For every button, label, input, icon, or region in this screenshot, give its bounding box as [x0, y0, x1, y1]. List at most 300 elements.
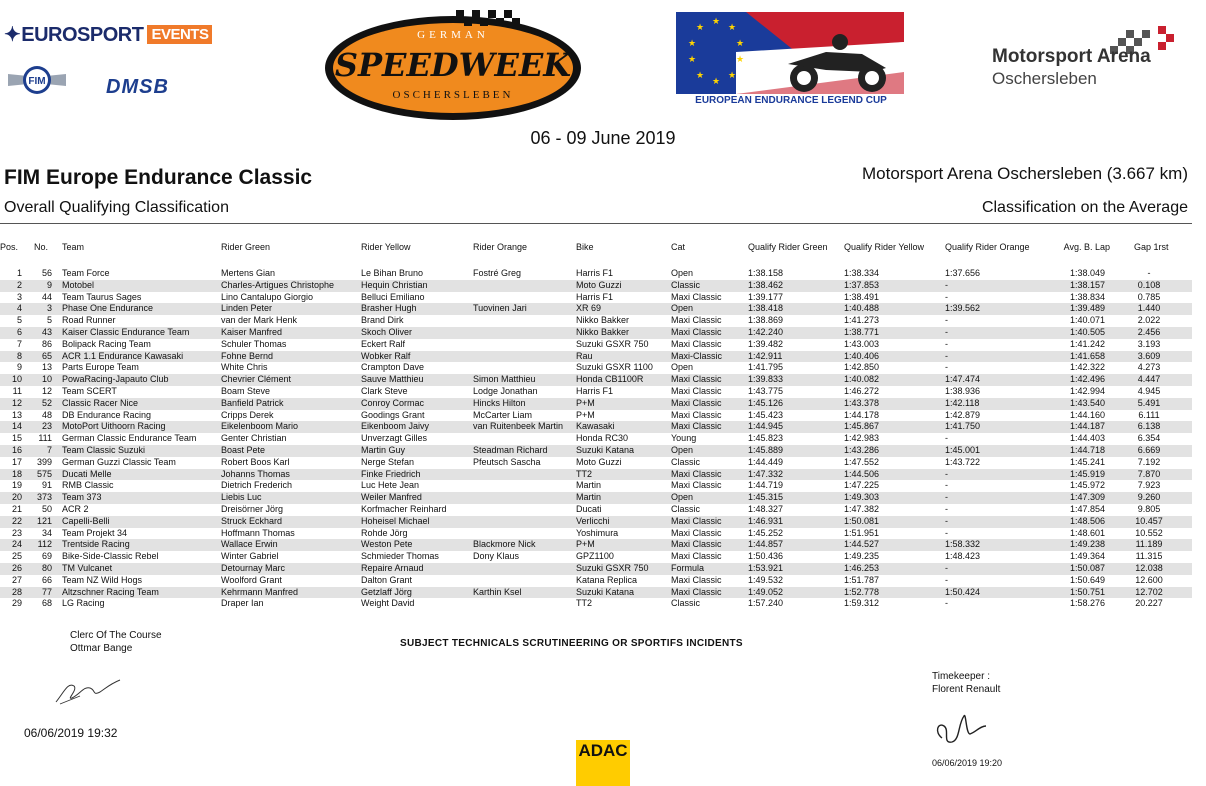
cell-gap: 9.260 [1137, 492, 1161, 503]
cell-avg: 1:39.489 [1069, 303, 1105, 314]
cell-q-green: 1:38.418 [748, 303, 784, 314]
table-row [0, 398, 1192, 410]
cell-team: Phase One Endurance [62, 303, 154, 314]
cell-rider-orange: van Ruitenbeek Martin [473, 421, 564, 432]
cell-q-green: 1:50.436 [748, 551, 784, 562]
cell-bike: Nikko Bakker [576, 315, 630, 326]
cell-q-orange: - [945, 315, 948, 326]
cell-gap: 2.022 [1137, 315, 1161, 326]
table-row [0, 598, 1192, 610]
cell-bike: Martin [576, 480, 602, 491]
qualifying-table [0, 238, 1192, 610]
subject-notice: SUBJECT TECHNICALS SCRUTINEERING OR SPORTIFS INCIDENTS [400, 638, 743, 649]
cell-cat: Classic [671, 456, 701, 467]
cell-rider-yellow: Hoheisel Michael [361, 515, 430, 526]
cell-q-orange: - [945, 279, 948, 290]
cell-gap: 7.192 [1137, 456, 1161, 467]
cell-q-yellow: 1:51.951 [844, 527, 880, 538]
cell-rider-orange: McCarter Liam [473, 409, 533, 420]
cell-avg: 1:45.241 [1069, 456, 1105, 467]
cell-q-green: 1:42.911 [748, 350, 783, 361]
cell-cat: Maxi Classic [671, 326, 722, 337]
cell-q-orange: 1:41.750 [945, 421, 981, 432]
cell-rider-green: Schuler Thomas [221, 338, 287, 349]
cell-rider-green: van der Mark Henk [221, 315, 298, 326]
cell-rider-green: Kaiser Manfred [221, 326, 283, 337]
cell-gap: 12.600 [1135, 574, 1163, 585]
cell-bike: GPZ1100 [576, 551, 614, 562]
table-row [0, 445, 1192, 457]
cell-rider-green: Charles-Artigues Christophe [221, 279, 335, 290]
cell-team: Bolipack Racing Team [62, 338, 151, 349]
cell-avg: 1:44.403 [1069, 433, 1105, 444]
cell-rider-yellow: Martin Guy [361, 444, 406, 455]
cell-cat: Open [671, 492, 694, 503]
cell-q-orange: - [945, 350, 948, 361]
cell-cat: Maxi Classic [671, 515, 722, 526]
cell-team: Team NZ Wild Hogs [62, 574, 143, 585]
cell-pos: 15 [11, 433, 22, 444]
cell-no: 3 [46, 303, 52, 314]
svg-text:★: ★ [696, 71, 705, 81]
cell-avg: 1:42.994 [1069, 385, 1105, 396]
cell-q-orange: - [945, 291, 948, 302]
cell-team: MotoPort Uithoorn Racing [62, 421, 166, 432]
table-row [0, 410, 1192, 422]
cell-team: Road Runner [62, 315, 116, 326]
cell-q-yellow: 1:43.378 [844, 397, 880, 408]
cell-gap: 6.354 [1137, 433, 1161, 444]
clerk-datetime: 06/06/2019 19:32 [24, 726, 118, 740]
cell-avg: 1:44.187 [1069, 421, 1105, 432]
cell-bike: P+M [576, 539, 595, 550]
cell-cat: Open [671, 303, 694, 314]
cell-no: 43 [41, 326, 52, 337]
timekeeper-title: Timekeeper : [932, 671, 990, 682]
table-row [0, 327, 1192, 339]
cell-pos: 17 [11, 456, 22, 467]
cell-avg: 1:50.751 [1069, 586, 1105, 597]
cell-bike: Harris F1 [576, 385, 614, 396]
cell-rider-yellow: Rohde Jörg [361, 527, 408, 538]
legend-cup-caption: EUROPEAN ENDURANCE LEGEND CUP [695, 95, 887, 106]
cell-rider-green: Dietrich Frederich [221, 480, 293, 491]
cell-gap: 0.108 [1137, 279, 1161, 290]
timekeeper-block [932, 670, 1000, 696]
table-header-q-green: Qualify Rider Green [748, 242, 828, 252]
cell-q-yellow: 1:59.312 [844, 598, 880, 609]
cell-q-green: 1:45.126 [748, 397, 784, 408]
cell-pos: 9 [16, 362, 22, 373]
cell-rider-orange: Hincks Hilton [473, 397, 526, 408]
cell-q-orange: - [945, 480, 948, 491]
table-header-no: No. [34, 242, 49, 252]
cell-rider-yellow: Korfmacher Reinhard [361, 503, 447, 514]
cell-cat: Maxi Classic [671, 385, 722, 396]
cell-avg: 1:49.364 [1069, 551, 1105, 562]
cell-rider-yellow: Brasher Hugh [361, 303, 417, 314]
cell-pos: 7 [16, 338, 22, 349]
cell-q-orange: 1:48.423 [945, 551, 981, 562]
cell-team: Altzschner Racing Team [62, 586, 159, 597]
cell-avg: 1:44.160 [1069, 409, 1105, 420]
cell-no: 69 [41, 551, 52, 562]
cell-q-yellow: 1:37.853 [844, 279, 880, 290]
cell-pos: 12 [11, 397, 22, 408]
cell-q-yellow: 1:38.334 [844, 268, 880, 278]
cell-q-yellow: 1:46.272 [844, 385, 880, 396]
cell-no: 56 [41, 268, 52, 278]
cell-q-yellow: 1:41.273 [844, 315, 880, 326]
cell-q-yellow: 1:50.081 [844, 515, 880, 526]
cell-q-yellow: 1:43.003 [844, 338, 880, 349]
table-row [0, 339, 1192, 351]
cell-no: 7 [46, 444, 52, 455]
cell-pos: 6 [16, 326, 22, 337]
cell-rider-orange: Steadman Richard [473, 444, 548, 455]
cell-rider-yellow: Brand Dirk [361, 315, 404, 326]
cell-q-orange: - [945, 433, 948, 444]
eurosport-text: EUROSPORT [21, 24, 144, 46]
cell-rider-yellow: Weiler Manfred [361, 492, 422, 503]
cell-no: 13 [41, 362, 52, 373]
svg-text:★: ★ [688, 39, 697, 49]
adac-logo: ADAC [576, 740, 630, 786]
clerk-block [70, 629, 162, 655]
cell-cat: Maxi Classic [671, 539, 722, 550]
cell-pos: 19 [11, 480, 22, 491]
cell-cat: Maxi Classic [671, 315, 722, 326]
cell-q-green: 1:49.532 [748, 574, 784, 585]
cell-team: Parts Europe Team [62, 362, 139, 373]
cell-q-orange: - [945, 515, 948, 526]
fim-text: FIM [28, 76, 46, 87]
svg-text:★: ★ [736, 55, 745, 65]
table-row [0, 504, 1192, 516]
cell-cat: Open [671, 362, 694, 373]
cell-cat: Classic [671, 503, 701, 514]
cell-team: Team Classic Suzuki [62, 444, 146, 455]
cell-avg: 1:48.506 [1069, 515, 1105, 526]
cell-q-green: 1:45.252 [748, 527, 784, 538]
cell-no: 48 [41, 409, 52, 420]
cell-no: 399 [36, 456, 52, 467]
table-header-team: Team [62, 242, 85, 252]
table-row [0, 457, 1192, 469]
svg-text:★: ★ [688, 55, 697, 65]
cell-team: Capelli-Belli [62, 515, 110, 526]
cell-avg: 1:38.834 [1069, 291, 1105, 302]
cell-cat: Open [671, 444, 694, 455]
cell-q-green: 1:44.945 [748, 421, 784, 432]
table-row [0, 587, 1192, 599]
cell-q-green: 1:44.719 [748, 480, 784, 491]
table-header-avg: Avg. B. Lap [1063, 242, 1110, 252]
cell-rider-green: Liebis Luc [221, 492, 262, 503]
cell-q-green: 1:46.931 [748, 515, 784, 526]
cell-pos: 21 [11, 503, 22, 514]
cell-rider-green: Mertens Gian [221, 268, 276, 278]
cell-team: Motobel [62, 279, 95, 290]
cell-avg: 1:47.309 [1069, 492, 1105, 503]
speedweek-bottom-text: OSCHERSLEBEN [392, 89, 514, 101]
cell-avg: 1:40.071 [1069, 315, 1105, 326]
cell-rider-green: Genter Christian [221, 433, 287, 444]
cell-rider-yellow: Skoch Oliver [361, 326, 413, 337]
cell-avg: 1:40.505 [1069, 326, 1105, 337]
table-row [0, 351, 1192, 363]
svg-text:★: ★ [728, 71, 737, 81]
cell-no: 5 [46, 315, 52, 326]
cell-no: 77 [41, 586, 52, 597]
table-row [0, 492, 1192, 504]
cell-rider-yellow: Getzlaff Jörg [361, 586, 412, 597]
cell-rider-green: Kehrmann Manfred [221, 586, 299, 597]
cell-no: 575 [36, 468, 52, 479]
cell-gap: 5.491 [1137, 397, 1161, 408]
cell-gap: 9.805 [1137, 503, 1161, 514]
table-row [0, 480, 1192, 492]
cell-q-green: 1:44.449 [748, 456, 784, 467]
cell-q-orange: 1:39.562 [945, 303, 981, 314]
cell-q-orange: - [945, 326, 948, 337]
cell-pos: 8 [16, 350, 22, 361]
cell-rider-green: Wallace Erwin [221, 539, 278, 550]
cell-cat: Maxi Classic [671, 468, 722, 479]
table-header-q-yellow: Qualify Rider Yellow [844, 242, 925, 252]
cell-no: 68 [41, 598, 52, 609]
cell-avg: 1:45.972 [1069, 480, 1105, 491]
cell-q-yellow: 1:38.491 [844, 291, 880, 302]
cell-bike: Martin [576, 492, 602, 503]
cell-no: 111 [38, 433, 52, 444]
svg-text:★: ★ [712, 77, 721, 87]
cell-avg: 1:41.658 [1069, 350, 1105, 361]
cell-gap: 6.669 [1137, 444, 1161, 455]
cell-q-orange: 1:58.332 [945, 539, 981, 550]
cell-q-green: 1:57.240 [748, 598, 784, 609]
cell-bike: Suzuki Katana [576, 586, 635, 597]
svg-text:★: ★ [728, 23, 737, 33]
table-header-rider-orange: Rider Orange [473, 242, 528, 252]
cell-gap: 10.457 [1135, 515, 1163, 526]
speedweek-top-text: GERMAN [417, 29, 489, 41]
cell-rider-yellow: Eckert Ralf [361, 338, 406, 349]
cell-gap: 10.552 [1135, 527, 1163, 538]
cell-q-green: 1:39.482 [748, 338, 784, 349]
cell-q-green: 1:42.240 [748, 326, 784, 337]
table-row [0, 268, 1192, 280]
cell-q-yellow: 1:40.082 [844, 374, 880, 385]
cell-q-yellow: 1:49.303 [844, 492, 880, 503]
cell-rider-yellow: Repaire Arnaud [361, 562, 424, 573]
cell-q-green: 1:53.921 [748, 562, 784, 573]
cell-avg: 1:38.157 [1069, 279, 1105, 290]
cell-cat: Maxi Classic [671, 574, 722, 585]
cell-bike: Suzuki GSXR 1100 [576, 362, 653, 373]
cell-team: Team Force [62, 268, 110, 278]
cell-rider-green: Robert Boos Karl [221, 456, 290, 467]
cell-pos: 18 [11, 468, 22, 479]
cell-pos: 4 [16, 303, 22, 314]
cell-gap: 7.923 [1137, 480, 1161, 491]
cell-q-green: 1:44.857 [748, 539, 784, 550]
cell-rider-yellow: Finke Friedrich [361, 468, 421, 479]
cell-q-green: 1:45.889 [748, 444, 784, 455]
cell-q-yellow: 1:38.771 [844, 326, 880, 337]
cell-cat: Maxi Classic [671, 409, 722, 420]
cell-gap: 4.273 [1137, 362, 1161, 373]
cell-q-orange: - [945, 598, 948, 609]
table-row [0, 315, 1192, 327]
cell-pos: 14 [11, 421, 22, 432]
eurosport-star-icon: ✦ [4, 24, 21, 46]
events-badge: EVENTS [147, 25, 212, 44]
cell-rider-yellow: Weston Pete [361, 539, 413, 550]
table-header-q-orange: Qualify Rider Orange [945, 242, 1030, 252]
cell-gap: 12.038 [1135, 562, 1163, 573]
cell-q-orange: 1:47.474 [945, 374, 981, 385]
cell-rider-green: Draper Ian [221, 598, 264, 609]
table-header-bike: Bike [576, 242, 594, 252]
cell-team: DB Endurance Racing [62, 409, 152, 420]
cell-bike: Kawasaki [576, 421, 615, 432]
cell-avg: 1:41.242 [1069, 338, 1105, 349]
cell-pos: 2 [16, 279, 22, 290]
cell-gap: 20.227 [1135, 598, 1163, 609]
cell-q-green: 1:39.833 [748, 374, 784, 385]
cell-pos: 20 [11, 492, 22, 503]
cell-bike: TT2 [576, 468, 593, 479]
cell-q-green: 1:43.775 [748, 385, 784, 396]
table-header-gap: Gap 1rst [1134, 242, 1169, 252]
cell-rider-yellow: Hequin Christian [361, 279, 428, 290]
cell-gap: 2.456 [1137, 326, 1161, 337]
cell-rider-yellow: Weight David [361, 598, 415, 609]
cell-cat: Maxi Classic [671, 551, 722, 562]
table-header-rider-yellow: Rider Yellow [361, 242, 411, 252]
table-row [0, 303, 1192, 315]
svg-text:★: ★ [696, 23, 705, 33]
cell-rider-green: Hoffmann Thomas [221, 527, 295, 538]
cell-avg: 1:43.540 [1069, 397, 1105, 408]
cell-rider-yellow: Belluci Emiliano [361, 291, 425, 302]
cell-cat: Formula [671, 562, 705, 573]
cell-q-green: 1:45.315 [748, 492, 784, 503]
cell-no: 34 [41, 527, 52, 538]
header-divider [0, 223, 1192, 224]
cell-q-orange: 1:42.879 [945, 409, 981, 420]
cell-cat: Classic [671, 598, 701, 609]
cell-bike: Yoshimura [576, 527, 619, 538]
cell-q-orange: - [945, 503, 948, 514]
cell-rider-orange: Dony Klaus [473, 551, 520, 562]
cell-q-orange: - [945, 362, 948, 373]
cell-team: RMB Classic [62, 480, 114, 491]
cell-avg: 1:45.919 [1069, 468, 1105, 479]
cell-q-yellow: 1:49.235 [844, 551, 880, 562]
table-row [0, 516, 1192, 528]
cell-q-yellow: 1:44.506 [844, 468, 880, 479]
cell-rider-yellow: Wobker Ralf [361, 350, 411, 361]
cell-team: TM Vulcanet [62, 562, 113, 573]
cell-rider-yellow: Dalton Grant [361, 574, 413, 585]
cell-gap: 11.315 [1135, 551, 1163, 562]
cell-no: 23 [41, 421, 52, 432]
cell-pos: 27 [11, 574, 22, 585]
cell-bike: Suzuki GSXR 750 [576, 338, 649, 349]
cell-q-green: 1:48.327 [748, 503, 784, 514]
table-header-rider-green: Rider Green [221, 242, 271, 252]
speedweek-logo [322, 4, 584, 122]
cell-bike: Moto Guzzi [576, 456, 622, 467]
cell-cat: Maxi Classic [671, 291, 722, 302]
cell-gap: 1.440 [1137, 303, 1161, 314]
clerk-signature [50, 672, 130, 708]
cell-gap: 0.785 [1137, 291, 1161, 302]
cell-rider-green: Lino Cantalupo Giorgio [221, 291, 314, 302]
cell-bike: Suzuki GSXR 750 [576, 562, 649, 573]
cell-q-orange: 1:42.118 [945, 397, 980, 408]
cell-q-yellow: 1:47.225 [844, 480, 880, 491]
cell-cat: Maxi Classic [671, 480, 722, 491]
cell-bike: Verlicchi [576, 515, 610, 526]
cell-pos: 10 [11, 374, 22, 385]
fim-logo [6, 64, 68, 96]
cell-rider-green: Eikelenboom Mario [221, 421, 299, 432]
cell-cat: Maxi Classic [671, 586, 722, 597]
cell-bike: Moto Guzzi [576, 279, 622, 290]
cell-q-orange: 1:43.722 [945, 456, 981, 467]
cell-rider-green: Winter Gabriel [221, 551, 279, 562]
cell-rider-green: Cripps Derek [221, 409, 274, 420]
cell-no: 86 [41, 338, 52, 349]
cell-avg: 1:42.322 [1069, 362, 1105, 373]
cell-q-orange: 1:45.001 [945, 444, 981, 455]
cell-bike: P+M [576, 397, 595, 408]
cell-no: 50 [41, 503, 52, 514]
cell-team: Classic Racer Nice [62, 397, 139, 408]
cell-q-yellow: 1:45.867 [844, 421, 880, 432]
cell-rider-green: Linden Peter [221, 303, 273, 314]
cell-gap: - [1147, 268, 1151, 278]
cell-bike: Harris F1 [576, 268, 614, 278]
cell-bike: TT2 [576, 598, 593, 609]
cell-q-green: 1:49.052 [748, 586, 784, 597]
cell-gap: 4.447 [1137, 374, 1161, 385]
cell-gap: 3.193 [1137, 338, 1161, 349]
cell-rider-green: Struck Eckhard [221, 515, 283, 526]
cell-rider-green: Johanns Thomas [221, 468, 290, 479]
cell-pos: 22 [11, 515, 22, 526]
cell-rider-green: Fohne Bernd [221, 350, 274, 361]
cell-rider-green: Boam Steve [221, 385, 271, 396]
cell-rider-orange: Blackmore Nick [473, 539, 536, 550]
cell-avg: 1:49.238 [1069, 539, 1105, 550]
cell-pos: 16 [11, 444, 22, 455]
cell-q-yellow: 1:44.527 [844, 539, 880, 550]
cell-team: Team 373 [62, 492, 102, 503]
cell-no: 10 [41, 374, 52, 385]
cell-no: 66 [41, 574, 52, 585]
cell-bike: Rau [576, 350, 593, 361]
cell-q-yellow: 1:44.178 [844, 409, 880, 420]
timekeeper-signature [930, 704, 990, 750]
cell-q-green: 1:38.462 [748, 279, 784, 290]
cell-avg: 1:44.718 [1069, 444, 1105, 455]
table-row [0, 469, 1192, 481]
cell-pos: 28 [11, 586, 22, 597]
